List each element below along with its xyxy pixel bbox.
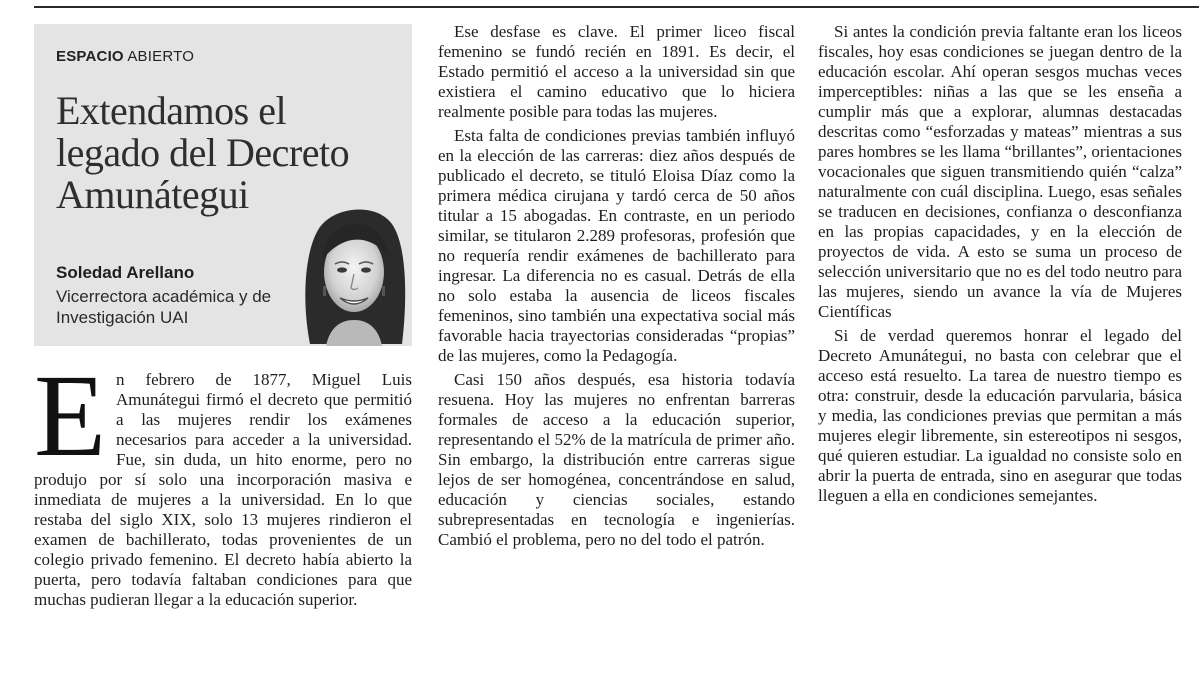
article-column-3 bbox=[818, 22, 1182, 506]
paragraph: Ese desfase es clave. El primer liceo fiscal femenino se fundó recién en 1891. Es decir, el Estado permitió el acceso a la universidad sin que existiera el camino educativo que lo hiciera realmente posible para todas las mujeres. bbox=[438, 22, 795, 121]
drop-cap: E bbox=[34, 374, 107, 464]
paragraph: n febrero de 1877, Miguel Luis Amunátegui firmó el decreto que permitió a las mujeres rendir los exámenes necesarios para acceder a la universidad. Fue, sin duda, un hito enorme, pero no produjo por sí solo una incorporación masiva e inmediata de mujeres a la universidad. En lo que restaba del siglo XIX, solo 13 mujeres rindieron el examen de bachillerato, todas provenientes de un colegio privado femenino. El decreto había abierto la puerta, pero todavía faltaban condiciones para que muchas pudieran llegar a la educación superior. bbox=[34, 370, 412, 609]
section-label-rest: ABIERTO bbox=[123, 48, 195, 65]
top-rule bbox=[34, 6, 1199, 8]
headline: Extendamos el legado del Decreto Amunátegui bbox=[56, 88, 350, 217]
paragraph: Esta falta de condiciones previas también influyó en la elección de las carreras: diez años después de publicado el decreto, se tituló Eloisa Díaz como la primera médica cirujana y tardó cerca de 50 años titular a 15 abogadas. En contraste, en un periodo similar, se titularon 2.289 profesoras, profesión que no requería rendir exámenes de bachillerato para ingresar. La diferencia no es casual. Detrás de ella no solo estaba la ausencia de liceos fiscales femeninos, sino también una expectativa social más favorable hacia trayectorias consideradas “propias” de las mujeres, como la Pedagogía. bbox=[438, 126, 795, 365]
section-label bbox=[56, 48, 194, 65]
author-name: Soledad Arellano bbox=[56, 263, 195, 282]
article-header bbox=[34, 24, 412, 346]
paragraph: Casi 150 años después, esa historia todavía resuena. Hoy las mujeres no enfrentan barreras formales de acceso a la educación superior, representando el 52% de la matrícula de primer año. Sin embargo, la distribución entre carreras sigue lejos de ser homogénea, concentrándose en salud, educación y ciencias sociales, estando subrepresentadas en tecnología e ingenierías. Cambió el problema, pero no del todo el patrón. bbox=[438, 370, 795, 549]
article-column-1 bbox=[34, 370, 412, 610]
author-role: Vicerrectora académica y de Investigación UAI bbox=[56, 287, 272, 327]
paragraph: Si antes la condición previa faltante eran los liceos fiscales, hoy esas condiciones se juegan dentro de la educación escolar. Ahí operan sesgos muchas veces imperceptibles: niñas a las que se les enseña a cumplir más que a explorar, alumnas destacadas descritas como “esforzadas y mateas” mientras a sus pares hombres se les llama “brillantes”, orientaciones vocacionales que siguen transmitiendo quién “calza” naturalmente con cuál disciplina. Luego, esas señales se traducen en decisiones, confianza o desconfianza en las propias capacidades, y en la elección de proyectos de vida. A esto se suma un proceso de selección universitario que no es del todo neutro para las mujeres, siendo un avance la vía de Mujeres Científicas bbox=[818, 22, 1182, 321]
author-portrait bbox=[296, 194, 412, 346]
section-label-bold: ESPACIO bbox=[56, 48, 124, 65]
article-column-2 bbox=[438, 22, 795, 550]
paragraph: Si de verdad queremos honrar el legado del Decreto Amunátegui, no basta con celebrar que el acceso está resuelto. La tarea de nuestro tiempo es otra: construir, desde la educación parvularia, básica y media, las condiciones previas que permitan a más mujeres elegir libremente, sin estereotipos ni sesgos, qué quieren estudiar. La igualdad no consiste solo en abrir la puerta de entrada, sino en asegurar que todas lleguen a ella en condiciones semejantes. bbox=[818, 326, 1182, 505]
